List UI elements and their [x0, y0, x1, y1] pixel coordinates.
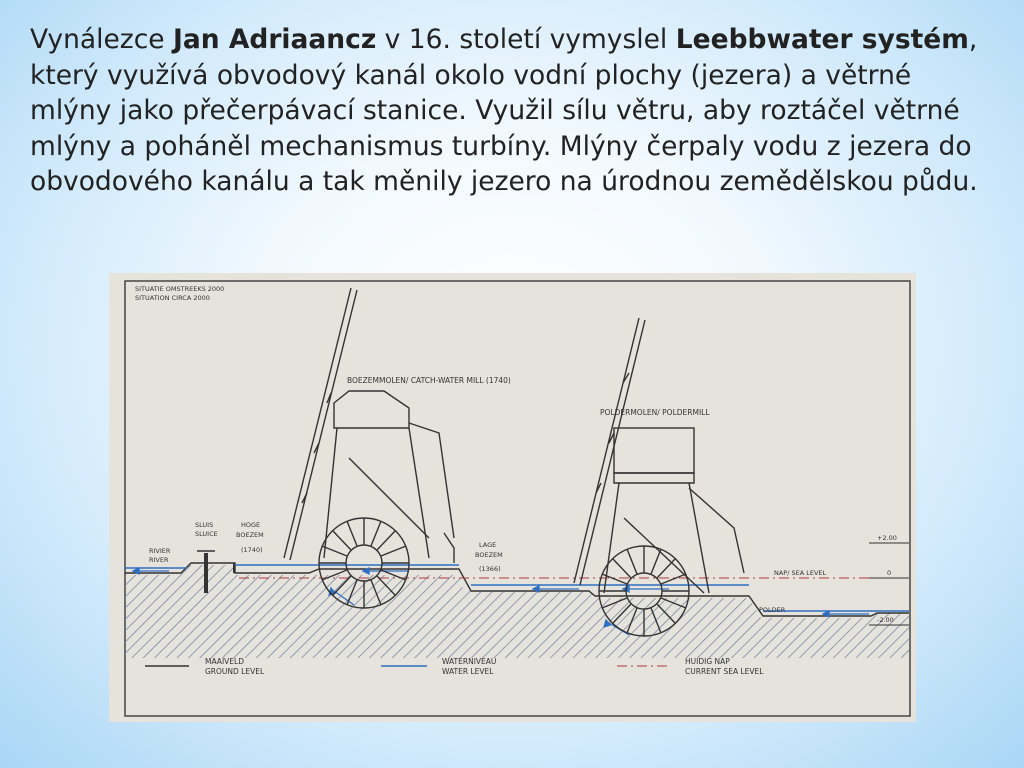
legend — [145, 657, 764, 676]
legend-ground-nl: MAAIVELD — [205, 657, 244, 666]
legend-water-en: WATER LEVEL — [442, 667, 494, 676]
legend-water-nl: WATERNIVEAU — [442, 657, 497, 666]
slide-body-text — [30, 22, 995, 200]
river-en-label: RIVER — [149, 556, 169, 564]
mill2-label: POLDERMOLEN/ POLDERMILL — [600, 408, 710, 417]
situation-nl-label: SITUATIE OMSTREEKS 2000 — [135, 285, 225, 293]
windmill-diagram — [109, 273, 916, 722]
lage-label-3: (1366) — [479, 565, 501, 573]
legend-sea-nl: HUIDIG NAP — [685, 657, 730, 666]
mill1-label: BOEZEMMOLEN/ CATCH-WATER MILL (1740) — [347, 376, 511, 385]
polder-mill — [574, 318, 744, 636]
hoge-label-3: (1740) — [241, 546, 263, 554]
river-nl-label: RIVIER — [149, 547, 171, 555]
text-part: Vynálezce — [30, 24, 174, 55]
diagram-svg — [109, 273, 916, 722]
level-0-label: 0 — [887, 569, 892, 577]
lage-label-1: LAGE — [479, 541, 497, 549]
level-plus2-label: +2.00 — [877, 534, 897, 542]
text-part: , který využívá obvodový kanál okolo vodní plochy (jezera) a větrné mlýny jako přečerpávací stanice. Využil sílu větru, aby roztáčel větrné mlýny a poháněl mechanismus turbíny. Mlýny čerpaly vodu z jezera do obvodového kanálu a tak měnily jezero na úrodnou zemědělskou půdu. — [30, 24, 978, 197]
inventor-name: Jan Adriaancz — [173, 24, 377, 55]
catch-water-mill — [284, 288, 454, 608]
level-minus2-label: -2.00 — [877, 616, 894, 624]
legend-sea-en: CURRENT SEA LEVEL — [685, 667, 764, 676]
lage-label-2: BOEZEM — [475, 551, 503, 559]
system-name: Leebbwater systém — [675, 24, 969, 55]
nap-label: NAP/ SEA LEVEL — [774, 569, 827, 577]
sluice-en-label: SLUICE — [195, 530, 218, 538]
text-part: v 16. století vymyslel — [376, 24, 676, 55]
situation-en-label: SITUATION CIRCA 2000 — [135, 294, 210, 302]
legend-ground-en: GROUND LEVEL — [205, 667, 265, 676]
polder-label: POLDER — [759, 606, 786, 614]
hoge-label-2: BOEZEM — [236, 531, 264, 539]
hoge-label-1: HOGE — [241, 521, 261, 529]
sluice-nl-label: SLUIS — [195, 521, 214, 529]
